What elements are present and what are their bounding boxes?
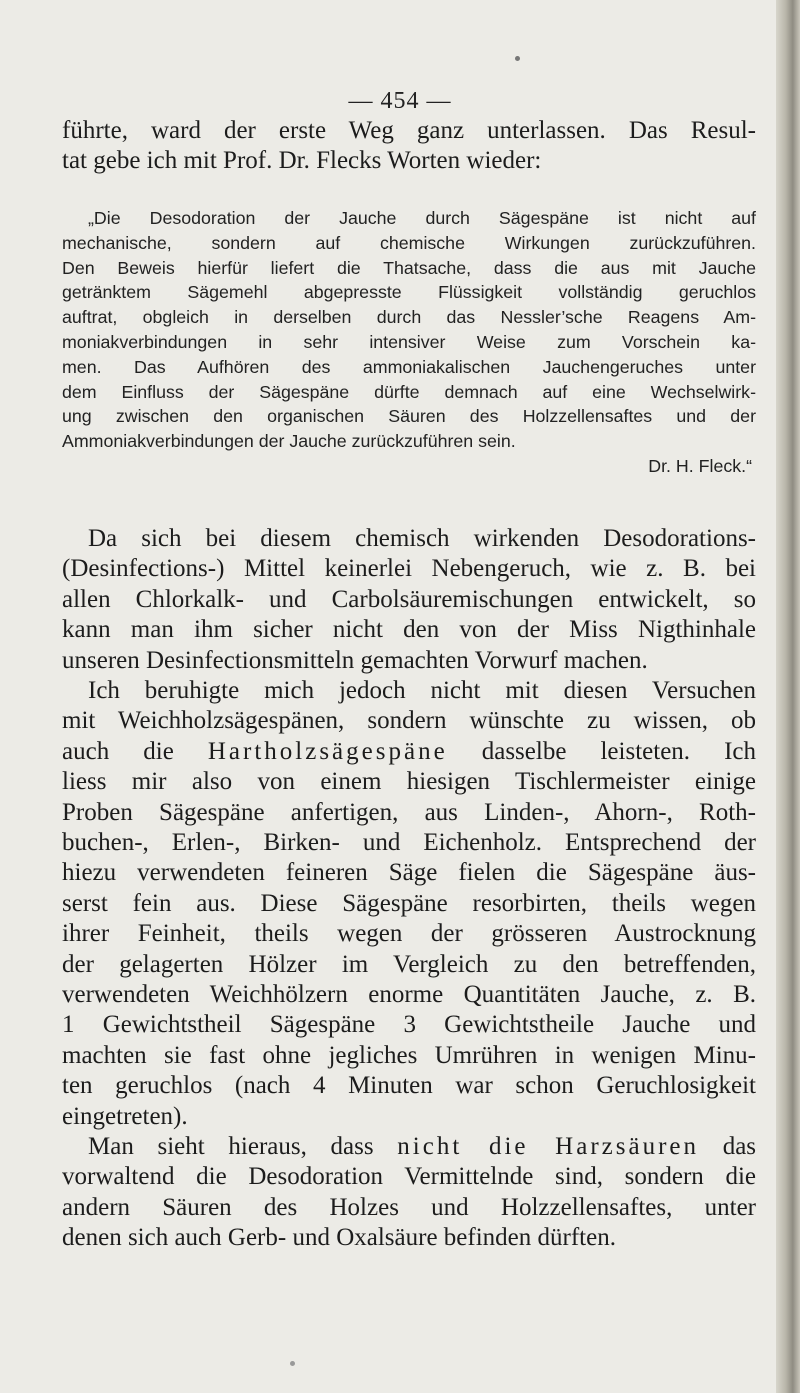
text-line: allen Chlorkalk- und Carbolsäuremischungen entwickelt, so: [62, 585, 756, 613]
text-fragment: dasselbe leisteten. Ich: [481, 737, 757, 765]
text-line: Proben Sägespäne anfertigen, aus Linden-, Ahorn-, Roth-: [62, 798, 756, 826]
text-line: andern Säuren des Holzes und Holzzellensaftes, unter: [62, 1193, 756, 1221]
quote-line: Ammoniakverbindungen der Jauche zurückzuführen sein.: [62, 431, 516, 452]
intro-paragraph: [62, 116, 756, 177]
text-line: unseren Desinfectionsmitteln gemachten Vorwurf machen.: [62, 646, 648, 674]
text-line: mit Weichholzsägespänen, sondern wünschte zu wissen, ob: [62, 707, 756, 735]
emphasized-term: Hartholzsägespäne: [207, 737, 448, 765]
text-fragment: auch die: [62, 737, 174, 765]
quote-line: auftrat, obgleich in derselben durch das Nessler’sche Reagens Am-: [62, 307, 756, 328]
quote-line: mechanische, sondern auf chemische Wirkungen zurückzuführen.: [62, 232, 756, 253]
ink-speck: [515, 56, 520, 61]
text-line: Ich beruhigte mich jedoch nicht mit diesen Versuchen: [88, 677, 756, 704]
text-line: liess mir also von einem hiesigen Tischlermeister einige: [62, 768, 756, 796]
quote-block: [62, 206, 756, 479]
paragraph-2: [62, 676, 756, 1132]
text-line: denen sich auch Gerb- und Oxalsäure befinden dürften.: [62, 1224, 616, 1252]
text-line: eingetreten).: [62, 1102, 188, 1130]
emphasized-term: nicht die Harzsäuren: [397, 1133, 699, 1160]
text-line: der gelagerten Hölzer im Vergleich zu den betreffenden,: [62, 950, 756, 978]
text-line: serst fein aus. Diese Sägespäne resorbirten, theils wegen: [62, 889, 756, 917]
ink-speck: [290, 1361, 295, 1366]
quote-line: moniakverbindungen in sehr intensiver Weise zum Vorschein ka-: [62, 331, 756, 352]
text-fragment: das: [722, 1133, 757, 1160]
text-line: führte, ward der erste Weg ganz unterlassen. Das Resul-: [62, 117, 756, 144]
paragraph-3: [62, 1132, 756, 1254]
quote-line: „Die Desodoration der Jauche durch Sägespäne ist nicht auf: [88, 208, 756, 228]
quote-line: ung zwischen den organischen Säuren des Holzzellensaftes und der: [62, 406, 756, 427]
text-line: buchen-, Erlen-, Birken- und Eichenholz. Entsprechend der: [62, 829, 756, 857]
text-fragment: Man sieht hieraus, dass: [88, 1133, 374, 1160]
text-line: [62, 1132, 756, 1162]
text-line: tat gebe ich mit Prof. Dr. Flecks Worten wieder:: [62, 147, 542, 175]
text-line: verwendeten Weichhölzern enorme Quantitäten Jauche, z. B.: [62, 981, 756, 1009]
text-line: machten sie fast ohne jegliches Umrühren in wenigen Minu-: [62, 1041, 756, 1069]
text-line: hiezu verwendeten feineren Säge fielen die Sägespäne äus-: [62, 859, 756, 887]
page-edge-shadow: [776, 0, 800, 1393]
text-line: 1 Gewichtstheil Sägespäne 3 Gewichtstheile Jauche und: [62, 1011, 756, 1039]
text-line: (Desinfections-) Mittel keinerlei Nebengeruch, wie z. B. bei: [62, 555, 756, 583]
quote-line: getränktem Sägemehl abgepresste Flüssigkeit vollständig geruchlos: [62, 282, 756, 303]
quote-signature: Dr. H. Fleck.“: [648, 455, 752, 476]
text-line: ten geruchlos (nach 4 Minuten war schon Geruchlosigkeit: [62, 1072, 756, 1100]
text-line: [62, 737, 756, 767]
text-line: Da sich bei diesem chemisch wirkenden Desodorations-: [88, 525, 756, 552]
text-line: kann man ihm sicher nicht den von der Miss Nigthinhale: [62, 616, 756, 644]
text-line: ihrer Feinheit, theils wegen der grösseren Austrocknung: [62, 920, 756, 948]
quote-line: Den Beweis hierfür liefert die Thatsache, dass die aus mit Jauche: [62, 257, 756, 278]
paragraph-1: [62, 524, 756, 676]
quote-line: dem Einfluss der Sägespäne dürfte demnach auf eine Wechselwirk-: [62, 381, 756, 402]
page-number: — 454 —: [348, 88, 452, 114]
text-line: vorwaltend die Desodoration Vermittelnde sind, sondern die: [62, 1163, 756, 1191]
quote-line: men. Das Aufhören des ammoniakalischen Jauchengeruches unter: [62, 356, 756, 377]
